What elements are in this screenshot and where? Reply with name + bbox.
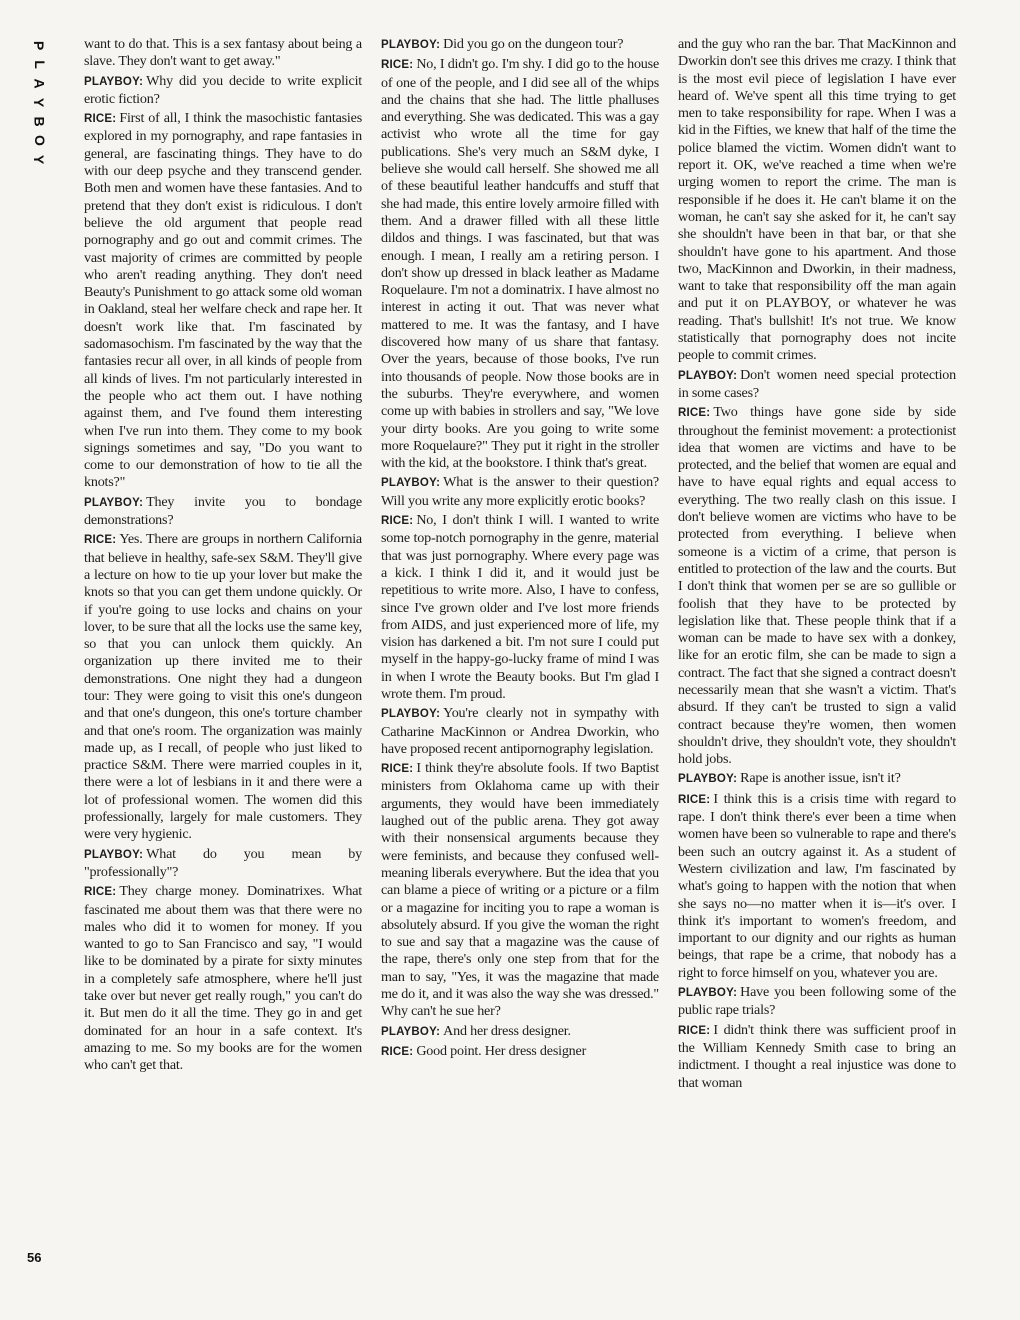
text-column-1 [84, 36, 362, 1077]
interview-paragraph [381, 760, 659, 1020]
speaker-label: PLAYBOY: [84, 75, 144, 88]
interview-paragraph [678, 367, 956, 403]
masthead-letter: L [31, 60, 48, 69]
paragraph-text: Yes. There are groups in northern California that believe in healthy, safe-sex S&M. They'll give a lecture on how to tie up your lover but make the knots so that you can get them undone quickly. Or if you're going to use locks and chains on your lover, to be sure that all the locks use the same key, so that you can unlock them quickly. An organization up there invited me to their demonstrations. One night they had a dungeon tour: They were going to visit this one's dungeon and that one's dungeon, this one's torture chamber and that one's room. The organization was mainly made up, as I recall, of people who just liked to practice S&M. There were married couples in it, there were a lot of lesbians in it and there were a lot of professional women. The women did this professionally, largely for male customers. They were very hygienic. [84, 531, 362, 843]
interview-paragraph [678, 770, 956, 788]
interview-paragraph [381, 512, 659, 703]
interview-paragraph [381, 36, 659, 54]
speaker-label: RICE: [678, 793, 711, 806]
paragraph-text: They charge money. Dominatrixes. What fascinated me about them was that there were no males who did it to women for money. If you wanted to go to San Francisco and say, "I would like to be dominated by a pirate for sixty minutes in a completely safe atmosphere, where he'll just take over but never get really rough," you can't do it. But men do it all the time. They go in and get dominated for an hour in a safe context. It's amazing to me. So my books are for the women who can't get that. [84, 883, 362, 1074]
interview-paragraph [678, 404, 956, 768]
interview-paragraph [84, 846, 362, 882]
speaker-label: PLAYBOY: [381, 1025, 441, 1038]
text-column-2 [381, 36, 659, 1063]
interview-paragraph [381, 56, 659, 472]
speaker-label: RICE: [381, 515, 414, 528]
paragraph-text: and the guy who ran the bar. That MacKinnon and Dworkin don't see this drives me crazy. I think that is the most evil piece of legislation I have ever heard of. We've spent all this time trying to get men to take responsibility for rape. When I was a kid in the Fifties, we knew that half of the time the police blamed the victim. Women didn't want to report it. OK, we've reached a time when we're urging women to report the crime. The man is responsible if he does it. He can't blame it on the woman, he can't say she asked for it, he can't say she shouldn't have been in that bar, or that she shouldn't have gone to his apartment. And those two, MacKinnon and Dworkin, in their madness, want to take that responsibility off the man again and put it on PLAYBOY, or whatever he was reading. That's bullshit! It's not true. We know statistically that pornography does not incite people to commit crimes. [678, 36, 956, 364]
speaker-label: RICE: [381, 763, 414, 776]
interview-paragraph [381, 705, 659, 758]
interview-paragraph [84, 36, 362, 71]
text-column-3 [678, 36, 956, 1094]
speaker-label: PLAYBOY: [678, 369, 738, 382]
paragraph-text: I didn't think there was sufficient proof in the William Kennedy Smith case to bring an indictment. I thought a real injustice was done to that woman [678, 1021, 956, 1091]
speaker-label: PLAYBOY: [678, 773, 738, 786]
speaker-label: RICE: [381, 59, 414, 72]
masthead-letter: Y [31, 154, 48, 165]
interview-paragraph [381, 1023, 659, 1041]
speaker-label: PLAYBOY: [381, 708, 441, 721]
paragraph-text: want to do that. This is a sex fantasy about being a slave. They don't want to get away." [84, 36, 362, 70]
speaker-label: RICE: [84, 886, 117, 899]
paragraph-text: I think they're absolute fools. If two Baptist ministers from Oklahoma came up with their arguments, they would have been immediately laughed out of the public arena. They got away with their nonsensical arguments because they were feminists, and because they confused well-meaning liberals everywhere. But the idea that you can blame a piece of writing or a picture or a film or a magazine for inciting you to rape a woman is absolutely absurd. If you give the woman the right to sue and say that a magazine was the cause of the rape, there's only one step from that for the man to say, "Yes, it was the magazine that made me do it, and it was also the way she was dressed." Why can't he sue her? [381, 760, 659, 1020]
speaker-label: RICE: [381, 1045, 414, 1058]
interview-paragraph [84, 531, 362, 843]
speaker-label: PLAYBOY: [84, 848, 144, 861]
interview-paragraph [678, 791, 956, 982]
speaker-label: RICE: [84, 113, 117, 126]
interview-paragraph [678, 1022, 956, 1092]
paragraph-text: They invite you to bondage demonstrations? [84, 493, 362, 529]
paragraph-text: I think this is a crisis time with regard to rape. I don't think there's ever been a time when women have been so vulnerable to rape and there's been such an outcry against it. As a student of Western civilization and law, I'm fascinated by what's going to happen with the notion that when she says no—no matter when it is—it's over. I think it's important to women's freedom, and important to our dignity and our rights as human beings, that rape be a crime, that nobody has a right to force himself on you, whatever you are. [678, 790, 956, 981]
paragraph-text: First of all, I think the masochistic fantasies explored in my pornography, and rape fantasies in general, are fascinating things. They have to do with our deep psyche and they transcend gender. Both men and women have these fantasies. And to pretend that they don't exist is ridiculous. I don't believe the old argument that people read pornography and go out and commit crimes. The vast majority of crimes are committed by people who aren't reading anything. They don't need Beauty's Punishment to go attack some old woman in Oakland, steal her welfare check and rape her. It doesn't work like that. I'm fascinated by sadomasochism. I'm fascinated by the way that the fantasies recur all over, in all kinds of people from all kinds of lives. I'm not particularly interested in the people who act them out. I have nothing against them, and I've found them interesting when I've run into them. They come to my book signings sometimes and say, "Do you want to come to our demonstration of how to tie all the knots?" [84, 110, 362, 491]
interview-paragraph [84, 494, 362, 530]
paragraph-text: What do you mean by "professionally"? [84, 845, 362, 880]
masthead-letter: Y [31, 97, 48, 108]
masthead-letter: P [31, 40, 48, 51]
speaker-label: RICE: [678, 407, 711, 420]
speaker-label: RICE: [678, 1024, 711, 1037]
speaker-label: PLAYBOY: [678, 987, 738, 1000]
paragraph-text: You're clearly not in sympathy with Catharine MacKinnon or Andrea Dworkin, who have proposed recent antipornography legislation. [381, 705, 659, 757]
masthead-letter: O [31, 135, 48, 146]
interview-paragraph [381, 474, 659, 510]
paragraph-text: Two things have gone side by side throughout the feminist movement: a protectionist idea that women are victims and have to be protected, and the belief that women are equal and have to have equal rights and equal access to everything. The two really clash on this issue. I don't believe women are victims who have to be protected from everything. I believe when someone is a victim of a crime, that person is entitled to protection of the law and the courts. But I don't think that women per se are so gullible or foolish that they have to be protected by legislation like that. These people think that if a woman can be made to have sex with a donkey, like for an erotic film, she can be made to sign a contract. The fact that she signed a contract doesn't necessarily mean that she wasn't a victim. That's absurd. If they can't be trusted to sign a valid contract because they're women, then women shouldn't drive, they shouldn't vote, they shouldn't hold jobs. [678, 404, 956, 768]
paragraph-text: No, I don't think I will. I wanted to write some top-notch pornography in the genre, material that was just pornography. Where every page was a kick. I think I did it, and it would just be repetitious to write more. Also, I have to confess, since I've grown older and I've lost more friends from AIDS, and just experienced more of life, my vision has darkened a bit. I'm not sure I could put myself in the happy-go-lucky frame of mind I was in when I wrote the Beauty books. But I'm glad I wrote them. I'm proud. [381, 512, 659, 702]
speaker-label: RICE: [84, 534, 117, 547]
masthead-letter: B [31, 116, 48, 127]
paragraph-text: Why did you decide to write explicit erotic fiction? [84, 72, 362, 107]
interview-paragraph [678, 984, 956, 1020]
paragraph-text: What is the answer to their question? Will you write any more explicitly erotic books? [381, 474, 659, 509]
interview-paragraph [678, 36, 956, 365]
masthead-letter: A [31, 78, 48, 89]
page-number: 56 [27, 1250, 42, 1265]
interview-paragraph [84, 883, 362, 1074]
speaker-label: PLAYBOY: [84, 496, 144, 509]
interview-paragraph [381, 1043, 659, 1061]
paragraph-text: Don't women need special protection in some cases? [678, 366, 956, 401]
paragraph-text: And her dress designer. [443, 1022, 571, 1039]
interview-paragraph [84, 110, 362, 492]
paragraph-text: No, I didn't go. I'm shy. I did go to the house of one of the people, and I did see all of the whips and the chains that she had. The little phalluses and everything. She was dedicated. This was a gay activist who wrote all the time for gay publications. She's very much an S&M dyke, I believe she would call herself. She showed me all of these beautiful leather handcuffs and stuff that she had made, this entire lovely armoire filled with them. And a drawer filled with all these little dildos and things. I was fascinated, but that was enough. I mean, I really am a retiring person. I don't show up dressed in black leather as Madame Roquelaure. I'm not a dominatrix. I have almost no interest in acting it out. That was never what mattered to me. It was the fantasy, and I have discovered how many of us share that fantasy. Over the years, because of those books, I've run into thousands of people. Now those books are in the suburbs. They're everywhere, and women come up with babies in strollers and say, "We love your dirty books. Are you going to write some more Roquelaure?" They put it right in the stroller with the kid, at the bookstore. I think that's great. [381, 56, 659, 472]
speaker-label: PLAYBOY: [381, 477, 441, 490]
paragraph-text: Have you been following some of the public rape trials? [678, 984, 956, 1019]
masthead [28, 36, 50, 169]
paragraph-text: Good point. Her dress designer [416, 1042, 587, 1059]
speaker-label: PLAYBOY: [381, 39, 441, 51]
interview-paragraph [84, 73, 362, 109]
paragraph-text: Rape is another issue, isn't it? [740, 770, 901, 787]
paragraph-text: Did you go on the dungeon tour? [443, 36, 624, 52]
